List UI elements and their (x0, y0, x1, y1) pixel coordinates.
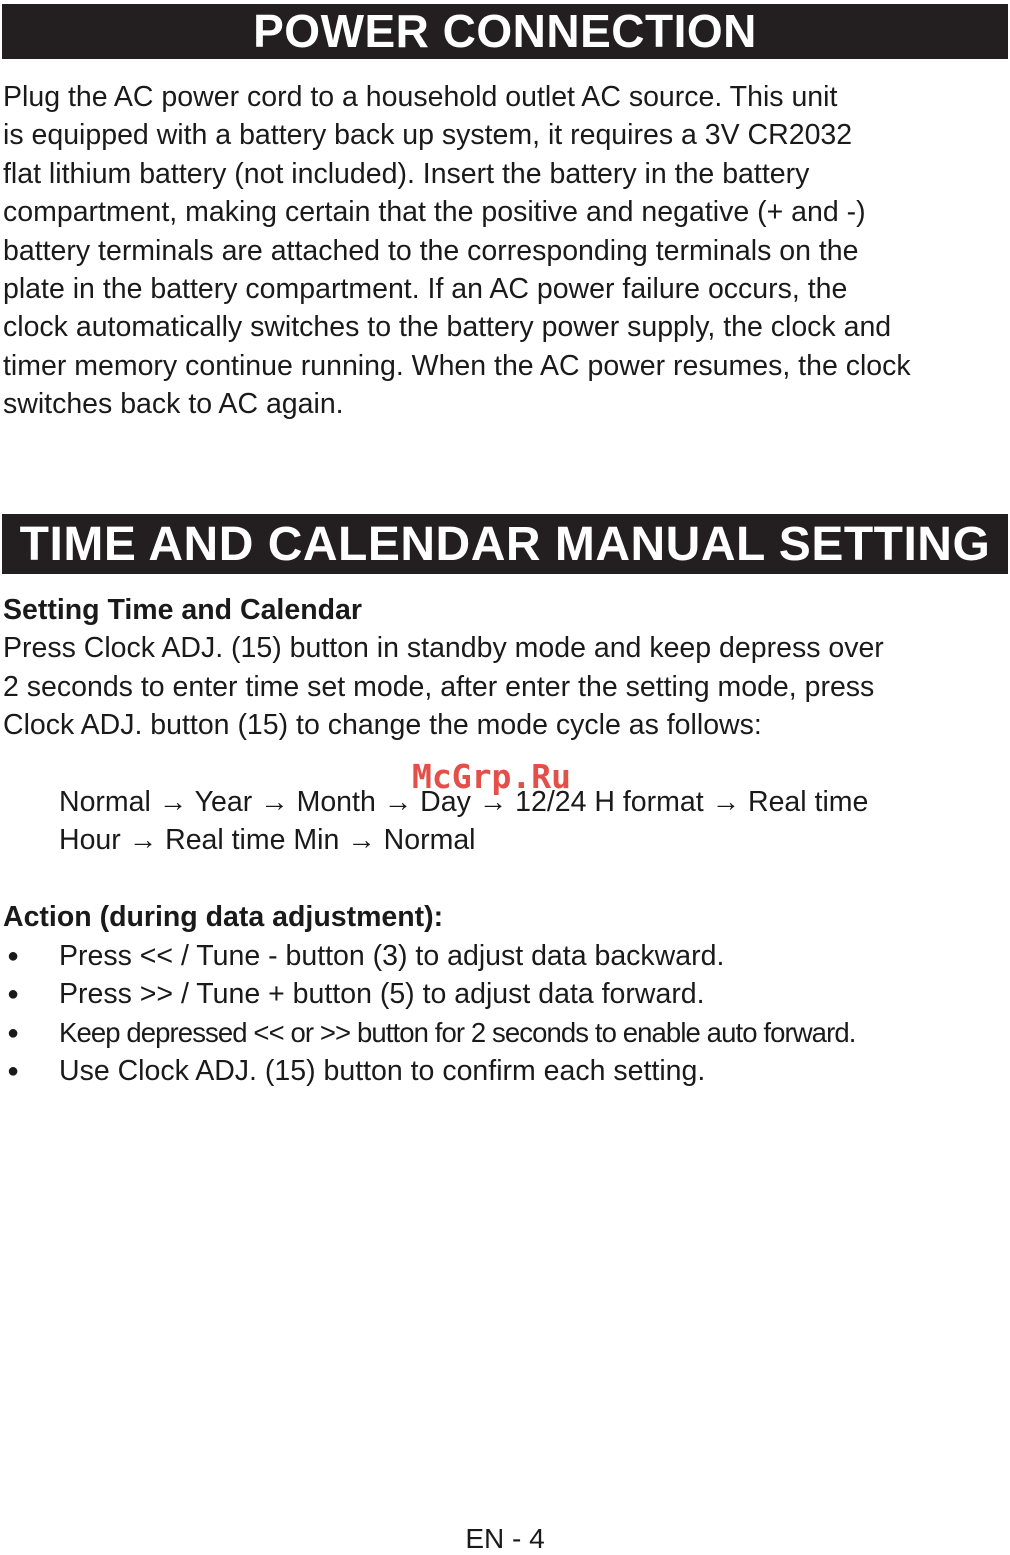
list-item (3, 975, 855, 1013)
paragraph-line: battery terminals are attached to the corresponding terminals on the (3, 234, 859, 267)
paragraph-line: timer memory continue running. When the AC power resumes, the clock (3, 349, 911, 382)
paragraph-line: is equipped with a battery back up system, it requires a 3V CR2032 (3, 119, 853, 152)
paragraph-line: flat lithium battery (not included). Insert the battery in the battery (3, 157, 810, 190)
power-connection-heading: POWER CONNECTION (2, 4, 1008, 59)
action-heading: Action (during data adjustment): (3, 901, 444, 933)
bullet-text: Press >> / Tune + button (5) to adjust data forward. (59, 978, 705, 1011)
paragraph-line: Plug the AC power cord to a household outlet AC source. This unit (3, 81, 838, 113)
bullet-text: Keep depressed << or >> button for 2 seconds to enable auto forward. (59, 1016, 856, 1048)
time-calendar-heading: TIME AND CALENDAR MANUAL SETTING (2, 514, 1008, 574)
page-number: EN - 4 (465, 1523, 545, 1554)
list-item (3, 937, 855, 975)
action-bullet-list (3, 937, 855, 1091)
sequence-line: Normal → Year → Month → Day → 12/24 H format → Real time (59, 786, 869, 818)
watermark-logo: McGrp.Ru (412, 757, 571, 796)
paragraph-line: 2 seconds to enter time set mode, after enter the setting mode, press (3, 670, 875, 703)
bullet-icon: ● (6, 1021, 20, 1044)
list-item (3, 1052, 855, 1090)
bullet-text: Use Clock ADJ. (15) button to confirm each setting. (59, 1055, 706, 1088)
sequence-line: Hour → Real time Min → Normal (59, 824, 476, 857)
paragraph-line: clock automatically switches to the battery power supply, the clock and (3, 311, 892, 344)
bullet-text: Press << / Tune - button (3) to adjust data backward. (59, 940, 725, 972)
list-item (3, 1014, 855, 1052)
paragraph-line: Clock ADJ. button (15) to change the mode cycle as follows: (3, 709, 762, 742)
power-connection-paragraph (3, 78, 1007, 424)
setting-instructions (3, 591, 1007, 745)
setting-subheading: Setting Time and Calendar (3, 594, 362, 626)
bullet-icon: ● (6, 945, 20, 967)
bullet-icon: ● (6, 983, 20, 1006)
paragraph-line: Press Clock ADJ. (15) button in standby mode and keep depress over (3, 632, 884, 665)
bullet-icon: ● (6, 1060, 20, 1083)
paragraph-line: plate in the battery compartment. If an AC power failure occurs, the (3, 273, 848, 306)
paragraph-line: compartment, making certain that the positive and negative (+ and -) (3, 196, 866, 229)
paragraph-line: switches back to AC again. (3, 388, 344, 421)
